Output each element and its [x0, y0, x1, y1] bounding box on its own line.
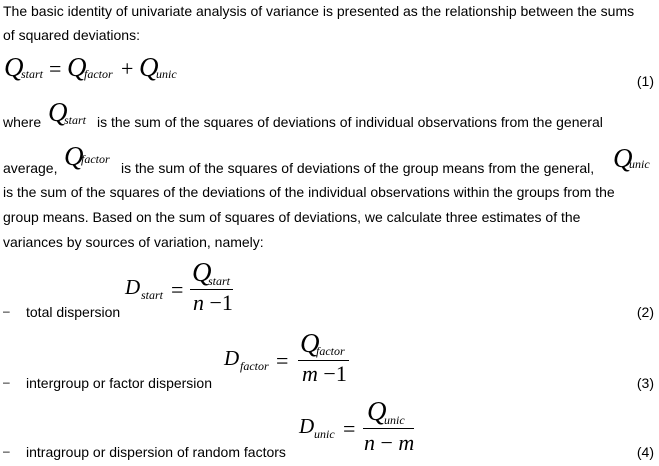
eq4-equals: = [343, 416, 356, 441]
eq2-bullet: – [3, 304, 10, 318]
eq1-plus: + [121, 56, 134, 81]
eq4-numerator-symbol: Q [367, 396, 387, 426]
eq4-number: (4) [636, 444, 654, 460]
eq4-den-op: − [380, 430, 393, 455]
eq2-lhs-symbol: D [125, 275, 141, 299]
eq2-equals: = [171, 277, 184, 302]
eq3-equals: = [276, 348, 289, 373]
eq4-lhs-subscript: unic [314, 427, 335, 441]
eq3-numerator-subscript: factor [316, 344, 345, 358]
eq4-den-b: m [398, 430, 415, 455]
explanation-text-1: is the sum of the squares of deviations of individual observations from the general [97, 114, 603, 130]
eq4-label: intragroup or dispersion of random factors [26, 444, 286, 460]
explanation-line-4: group means. Based on the sum of squares of deviations, we calculate three estimates of the [3, 209, 581, 225]
eq4-denominator [364, 432, 414, 454]
eq3-bullet: – [3, 375, 10, 389]
eq4-lhs-symbol: D [299, 414, 315, 438]
explanation-symbol-1-subscript: start [64, 113, 87, 127]
eq1-term1-symbol: Q [67, 52, 87, 82]
eq3-lhs-symbol: D [224, 346, 240, 370]
eq1-equals: = [49, 56, 62, 81]
eq4-numerator-subscript: unic [384, 413, 405, 427]
eq3-label: intergroup or factor dispersion [26, 375, 212, 391]
eq1-lhs-subscript: start [21, 67, 44, 81]
explanation-symbol-2: Q [64, 141, 84, 171]
eq2-numerator-symbol: Q [192, 257, 212, 287]
eq1-term1-subscript: factor [84, 67, 113, 81]
explanation-symbol-3: Q [613, 143, 633, 173]
intro-line-2: of squared deviations: [3, 27, 140, 43]
eq1-term2-symbol: Q [139, 52, 159, 82]
eq2-den-a: n [193, 290, 204, 315]
explanation-symbol-1: Q [48, 97, 68, 127]
eq3-denominator [302, 363, 347, 385]
eq1-term2-subscript: unic [156, 67, 177, 81]
eq3-den-a: m [302, 361, 318, 386]
eq3-den-op: − [323, 361, 336, 386]
where-word: where [3, 114, 42, 130]
eq3-den-b: 1 [335, 361, 347, 386]
eq2-lhs-subscript: start [141, 288, 164, 302]
explanation-text-2: is the sum of the squares of deviations of the group means from the general, [121, 160, 595, 176]
eq2-denominator [193, 292, 233, 314]
eq2-label: total dispersion [26, 304, 121, 320]
explanation-symbol-2-subscript: factor [81, 152, 110, 166]
eq4-den-a: n [364, 430, 375, 455]
explanation-symbol-3-subscript: unic [629, 157, 650, 171]
intro-line-1: The basic identity of univariate analysis of variance is presented as the relationship between the sums [3, 3, 635, 19]
eq2-number: (2) [636, 304, 654, 320]
average-word: average, [3, 160, 58, 176]
eq3-number: (3) [636, 375, 654, 391]
eq1-number: (1) [636, 73, 654, 89]
eq1-lhs-symbol: Q [4, 52, 24, 82]
eq4-bullet: – [3, 444, 10, 458]
eq3-lhs-subscript: factor [240, 359, 269, 373]
explanation-line-3: is the sum of the squares of the deviations of the individual observations within the groups from the [3, 184, 615, 200]
eq2-den-b: 1 [221, 290, 233, 315]
eq2-den-op: − [209, 290, 222, 315]
explanation-line-5: variances by sources of variation, namely: [3, 234, 264, 250]
eq3-numerator-symbol: Q [300, 328, 320, 358]
eq2-numerator-subscript: start [208, 274, 231, 288]
eq4-fraction-bar [363, 428, 414, 429]
